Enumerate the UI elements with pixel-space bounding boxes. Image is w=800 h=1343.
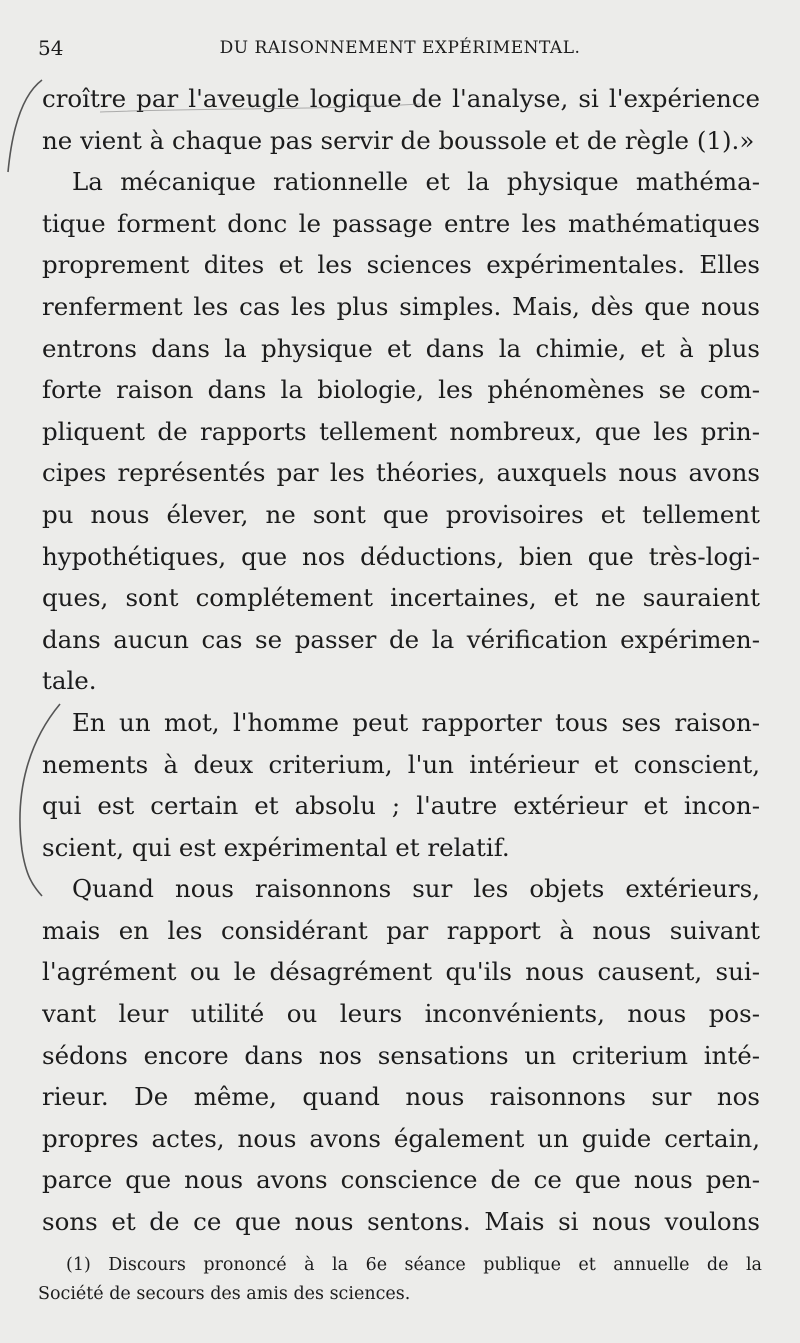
- text-line: pu nous élever, ne sont que provisoires et tellement: [42, 499, 760, 529]
- text-line: l'agrément ou le désagrément qu'ils nous causent, sui-: [42, 957, 760, 987]
- page-header: [38, 36, 762, 60]
- text-line: proprement dites et les sciences expérimentales. Elles: [42, 250, 760, 280]
- text-line: cipes représentés par les théories, auxquels nous avons: [42, 458, 760, 488]
- text-line: sédons encore dans nos sensations un criterium inté-: [42, 1040, 760, 1070]
- text-line: entrons dans la physique et dans la chimie, et à plus: [42, 333, 760, 363]
- text-line: propres actes, nous avons également un guide certain,: [42, 1123, 760, 1153]
- text-line: Quand nous raisonnons sur les objets extérieurs,: [72, 874, 760, 904]
- text-line: croître par l'aveugle logique de l'analyse, si l'expérience: [42, 84, 760, 113]
- text-line: vant leur utilité ou leurs inconvénients, nous pos-: [42, 999, 760, 1029]
- text-line: ques, sont complétement incertaines, et ne sauraient: [42, 583, 760, 613]
- text-line: La mécanique rationnelle et la physique mathéma-: [72, 167, 760, 197]
- text-line: En un mot, l'homme peut rapporter tous ses raison-: [72, 707, 760, 737]
- text-line: rieur. De même, quand nous raisonnons sur nos: [42, 1082, 760, 1112]
- text-line: sons et de ce que nous sentons. Mais si nous voulons: [42, 1207, 760, 1237]
- text-line: nements à deux criterium, l'un intérieur et conscient,: [42, 749, 760, 779]
- text-line: pliquent de rapports tellement nombreux, que les prin-: [42, 416, 760, 446]
- text-line: ne vient à chaque pas servir de boussole et de règle (1).»: [42, 125, 755, 155]
- text-line: dans aucun cas se passer de la vérification expérimen-: [42, 624, 760, 654]
- text-line: scient, qui est expérimental et relatif.: [42, 832, 510, 862]
- margin-bracket-top: [8, 80, 42, 172]
- text-line: parce que nous avons conscience de ce que nous pen-: [42, 1165, 760, 1195]
- text-line: forte raison dans la biologie, les phénomènes se com-: [42, 375, 760, 405]
- running-title: DU RAISONNEMENT EXPÉRIMENTAL.: [219, 38, 581, 58]
- footnote: [38, 1251, 762, 1309]
- text-line: hypothétiques, que nos déductions, bien que très-logi-: [42, 541, 760, 571]
- footnote-line: Société de secours des amis des sciences.: [38, 1284, 411, 1304]
- text-line: mais en les considérant par rapport à nous suivant: [42, 915, 760, 945]
- page-number: 54: [38, 36, 64, 60]
- text-line: tique forment donc le passage entre les mathématiques: [42, 208, 760, 238]
- body-text: [42, 78, 760, 1243]
- footnote-line: (1) Discours prononcé à la 6e séance publique et annuelle de la: [66, 1255, 762, 1275]
- text-line: tale.: [42, 666, 97, 696]
- text-line: renferment les cas les plus simples. Mais, dès que nous: [42, 291, 760, 321]
- text-line: qui est certain et absolu ; l'autre extérieur et incon-: [42, 791, 760, 821]
